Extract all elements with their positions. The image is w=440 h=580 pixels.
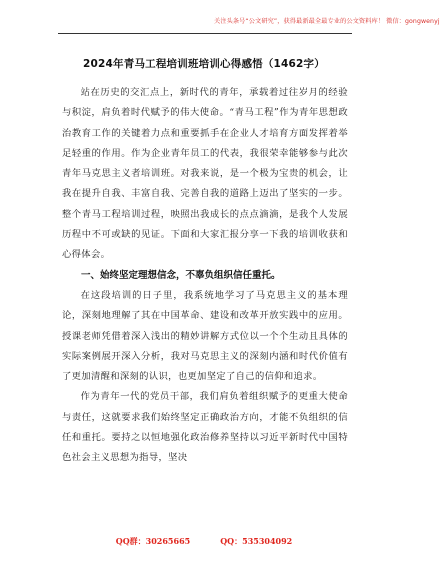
header-divider [58,33,352,34]
section-heading-1: 一、始终坚定理想信念，不辜负组织信任重托。 [81,269,281,281]
footer-qq-group: QQ群：30265665 [115,536,191,546]
paragraph-intro: 站在历史的交汇点上，新时代的青年，承载着过往岁月的经验与积淀，肩负着时代赋予的伟大使命。“青马工程”作为青年思想政治教育工作的关键着力点和重要抓手在企业人才培育方面发挥着举足轻重的作用。作为企业青年员工的代表，我很荣幸能够参与此次青年马克思主义者培训班。对我来说，是一个极为宝贵的机会，让我在提升自我、丰富自我、完善自我的道路上迈出了坚实的一步。整个青马工程培训过程，映照出我成长的点点滴滴，是我个人发展历程中不可或缺的见证。下面和大家汇报分享一下我的培训收获和心得体会。 [62,87,348,261]
paragraph-section-1-a: 在这段培训的日子里，我系统地学习了马克思主义的基本理论，深刻地理解了其在中国革命、建设和改革开放实践中的应用。授课老师凭借着深入浅出的精妙讲解方式位以一个个生动且具体的实际案例展开深入分析，我对马克思主义的深刻内涵和时代价值有了更加清醒和深刻的认识，也更加坚定了自己的信仰和追求。 [62,289,348,383]
document-body [62,83,348,469]
footer-contact [0,536,408,547]
paragraph-section-1-b: 作为青年一代的党员干部，我们肩负着组织赋予的更重大使命与责任，这就要求我们始终坚定正确政治方向，才能不负组织的信任和重托。要持之以恒地强化政治修养坚持以习近平新时代中国特色社会主义思想为指导，坚决 [62,391,348,464]
footer-qq: QQ：535304092 [220,536,293,546]
header-banner: 关注头条号“公文研究”，获得最新最全最专业的公文资料库！ 微信：gongwenyj [214,18,440,25]
document-title: 2024年青马工程培训班培训心得感悟（1462字） [83,58,325,70]
